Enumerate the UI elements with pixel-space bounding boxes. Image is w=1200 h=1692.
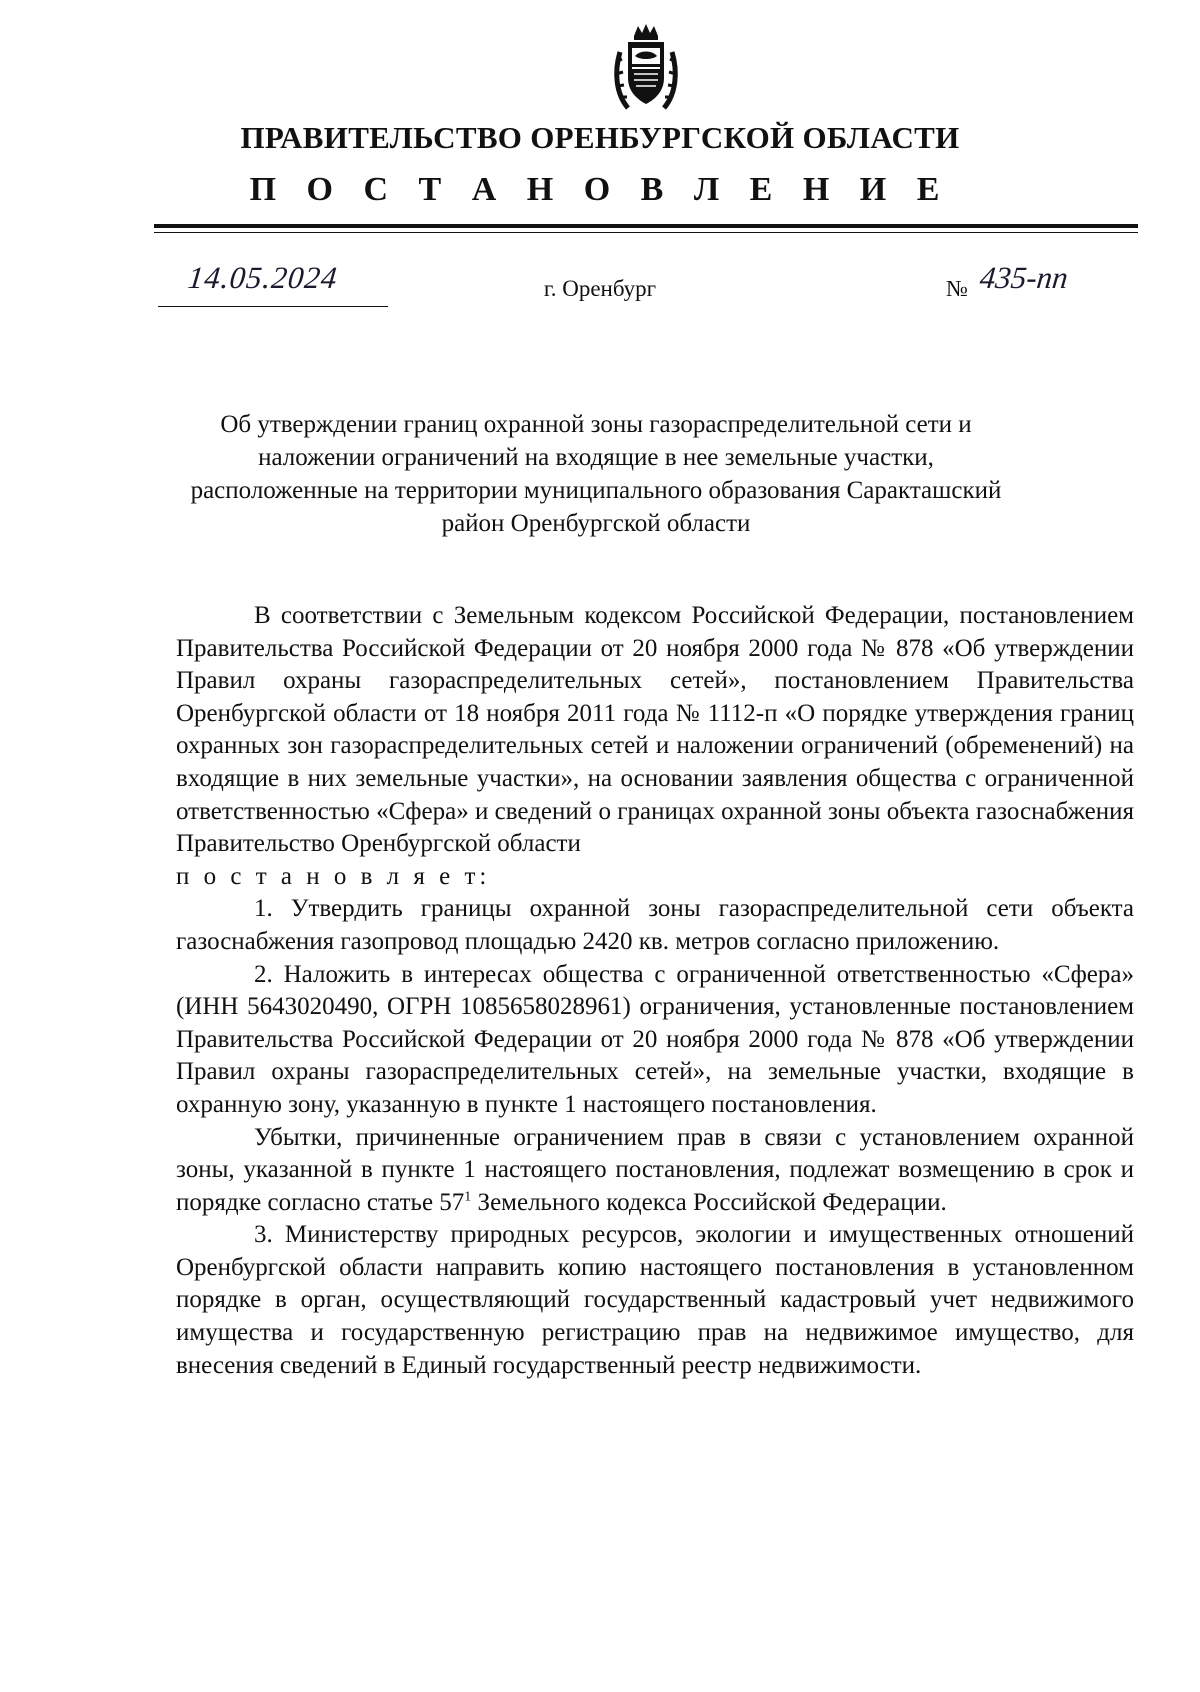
preamble-paragraph: В соответствии с Земельным кодексом Российской Федерации, постановлением Правительства Российской Федерации от 20 ноября 2000 года № 878 «Об утверждении Правил охраны газораспределительных сетей», постановлением Правительства Оренбургской области от 18 ноября 2011 года № 1112-п «О порядке утверждения границ охранных зон газораспределительных сетей и наложении ограничений (обременений) на входящие в них земельные участки», на основании заявления общества с ограниченной ответственностью «Сфера» и сведений о границах охранной зоны объекта газоснабжения Правительство Оренбургской области bbox=[176, 602, 1134, 858]
document-type: П О С Т А Н О В Л Е Н И Е bbox=[249, 171, 951, 208]
government-title: ПРАВИТЕЛЬСТВО ОРЕНБУРГСКОЙ ОБЛАСТИ bbox=[240, 120, 960, 155]
losses-paragraph bbox=[176, 1122, 1134, 1220]
document-city: г. Оренбург bbox=[543, 276, 657, 301]
item-2-paragraph: 2. Наложить в интересах общества с ограниченной ответственностью «Сфера» (ИНН 5643020490, ОГРН 1085658028961) ограничения, установленные постановлением Правительства Российской Федерации от 20 ноября 2000 года № 878 «Об утверждении Правил охраны газораспределительных сетей», на земельные участки, входящие в охранную зону, указанную в пункте 1 настоящего постановления. bbox=[176, 960, 1134, 1118]
coat-of-arms-icon bbox=[612, 22, 680, 114]
item-1-paragraph: 1. Утвердить границы охранной зоны газораспределительной сети объекта газоснабжения газопровод площадью 2420 кв. метров согласно приложению. bbox=[176, 895, 1134, 955]
date-underline bbox=[158, 306, 388, 307]
document-body bbox=[176, 600, 1134, 1382]
resolves-line: п о с т а н о в л я е т: bbox=[176, 862, 491, 890]
losses-text-end: Земельного кодекса Российской Федерации. bbox=[471, 1188, 947, 1216]
header-divider-thin bbox=[154, 232, 1138, 233]
losses-text: Убытки, причиненные ограничением прав в связи с установлением охранной зоны, указанной в пункте 1 настоящего постановления, подлежат возмещению в срок и порядке согласно статье 57 bbox=[176, 1123, 1134, 1216]
number-label: № bbox=[946, 276, 968, 301]
document-number: 435-пп bbox=[978, 260, 1070, 295]
document-date: 14.05.2024 bbox=[186, 260, 340, 295]
item-3-paragraph: 3. Министерству природных ресурсов, экологии и имущественных отношений Оренбургской области направить копию настоящего постановления в установленном порядке в орган, осуществляющий государственный кадастровый учет недвижимого имущества и государственную регистрацию прав на недвижимое имущество, для внесения сведений в Единый государственный реестр недвижимости. bbox=[176, 1221, 1134, 1379]
document-subject: Об утверждении границ охранной зоны газораспределительной сети и наложении ограничений на входящие в нее земельные участки, расположенные на территории муниципального образования Саракташский район Оренбургской области bbox=[190, 411, 1002, 537]
header-divider bbox=[154, 224, 1138, 228]
article-superscript: 1 bbox=[464, 1189, 472, 1205]
